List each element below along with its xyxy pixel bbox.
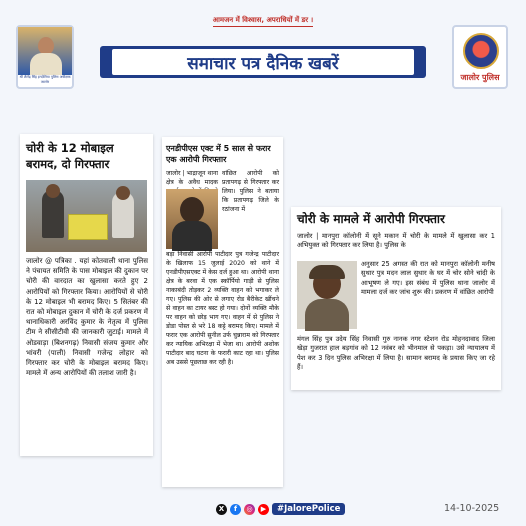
clipping-photo bbox=[26, 180, 147, 252]
left-badge-caption: श्री शैलेंद्र सिंह इन्दोलिया पुलिस अधीक्षक जालोर bbox=[19, 75, 71, 84]
right-badge-text: जालोर पुलिस bbox=[460, 73, 500, 82]
instagram-icon[interactable]: ◎ bbox=[244, 504, 255, 515]
post-date: 14-10-2025 bbox=[444, 503, 500, 514]
person-shape bbox=[305, 299, 349, 331]
right-badge bbox=[452, 25, 508, 89]
clipping-body-b: अनुसार 25 अगस्त की रात को मानपुरा कॉलोनी मनीष सुथार पुत्र मदन लाल सुथार के घर में चोर सोने चांदी के आभूषण ले गए। इस संबंध में पुलिस थाना जालोर में मामला दर्ज कर जांच शुरू की। प्रकरण में वांछित आरोपी bbox=[361, 260, 495, 297]
clipping-title: चोरी के मामले में आरोपी गिरफ्तार bbox=[297, 212, 445, 226]
clipping-body-c: मंगल सिंह पुत्र उदेय सिंह निवासी गुरु नानक नगर स्टेशन रोड मोहनदावाद जिला खेड़ा गुजरात हाल बड़गांव को 12 नवंबर को भीनमाल से पकड़ा। उसे न्यायालय में पेश कर 3 दिन पुलिस अभिरक्षा में लिया है। सामान बरामद के प्रयास किए जा रहे हैं। bbox=[297, 335, 495, 372]
person-head bbox=[116, 186, 130, 200]
news-clipping-1 bbox=[20, 134, 153, 456]
accused-photo bbox=[297, 261, 357, 329]
clipping-body-a: जालोर | भाद्राजून थाना क्षेत्र के अवैध मादक bbox=[166, 170, 218, 186]
mobile-boxes bbox=[68, 214, 108, 240]
news-clipping-2 bbox=[162, 137, 283, 487]
clipping-body-c: बड़ा निवासी आरोपी पाटीदार पुत्र गजेन्द्र पाटीदार के खिलाफ 15 जुलाई 2020 को थाने में एनडीपीएसएक्ट में केस दर्ज हुआ था। आरोपी थाना क्षेत्र के बरवा में एक स्कॉर्पियो गाड़ी से पुलिस नाकाबंदी तोड़कर 2 व्यक्ति वाहन को भगाकर ले गए। पुलिस की ओर से लगाए रोड बैरीकेट खींचने से वाहन का टायर बस्ट हो गया। दोनों व्यक्ति मौके पर वाहन को छोड़ भाग गए। वाहन में से पुलिस ने डोडा पोस्त से भरे 18 कट्टे बरामद किए। मामले में फरार एक आरोपी सुनील उर्फ चुन्नाराम को गिरफ्तार कर न्यायिक अभिरक्षा में भेजा था। आरोपी अशोक पाटीदार बाद घटना के फरारी काट रहा था। पुलिस अब उससे पूछताछ कर रही है। bbox=[166, 251, 279, 366]
person-head bbox=[46, 184, 60, 198]
police-emblem-icon bbox=[463, 33, 499, 69]
social-handle[interactable]: #JalorePolice bbox=[272, 503, 345, 515]
news-clipping-3 bbox=[291, 207, 501, 390]
motto: आमजन में विश्वास, अपराधियों में डर । bbox=[212, 16, 314, 24]
clipping-body-a: जालोर | मानपुरा कॉलोनी में सूने मकान में चोरी के मामले में खुलासा कर 1 अभियुक्त को गिरफ्तार कर लिया है। पुलिस के bbox=[297, 232, 495, 250]
x-icon[interactable]: X bbox=[216, 504, 227, 515]
clipping-title: चोरी के 12 मोबाइल बरामद, दो गिरफ्तार bbox=[26, 141, 114, 171]
accused-photo bbox=[166, 189, 218, 249]
portrait-body bbox=[30, 53, 62, 75]
clipping-body-b: वांछित आरोपी को प्रतापगढ़ से गिरफ्तार कर लिया। पुलिस ने बताया कि प्रतापगढ़ जिले के रठांजना में bbox=[222, 170, 279, 213]
clipping-body: जालोर @ पत्रिका . यहां कोतवाली थाना पुलिस ने पंचायत समिति के पास मोबाइल की दुकान पर चोरी की वारदात का खुलासा करते हुए 2 आरोपियों को गिरफ्तार किया। आरोपियों से चोरी के 12 मोबाइल भी बरामद किए। 5 सितंबर की रात को मोबाइल दुकान में चोरी के दर्ज प्रकरण में थानाधिकारी अरविंद कुमार के नेतृत्व में पुलिस टीम ने सीसीटीवी की जानकारी जुटाई। मामले में ओडवाड़ा (बिशनगढ़) निवासी संजय कुमार और भांवरी (पाली) निवासी गजेन्द्र लोहार को गिरफ्तार कर चोरी के मोबाइल बरामद किए। मामले में अन्य आरोपियों की तलाश जारी है। bbox=[26, 257, 148, 378]
facebook-icon[interactable]: f bbox=[230, 504, 241, 515]
youtube-icon[interactable]: ▶ bbox=[258, 504, 269, 515]
social-footer bbox=[216, 502, 345, 516]
person-head bbox=[180, 197, 204, 223]
page-title: समाचार पत्र दैनिक खबरें bbox=[110, 47, 416, 77]
cap-shape bbox=[309, 265, 345, 279]
person-shape bbox=[172, 221, 212, 251]
left-badge bbox=[16, 25, 74, 89]
motto-underline bbox=[213, 26, 313, 27]
clipping-title: एनडीपीएस एक्ट में 5 साल से फरार एक आरोपी गिरफ्तार bbox=[166, 144, 271, 164]
